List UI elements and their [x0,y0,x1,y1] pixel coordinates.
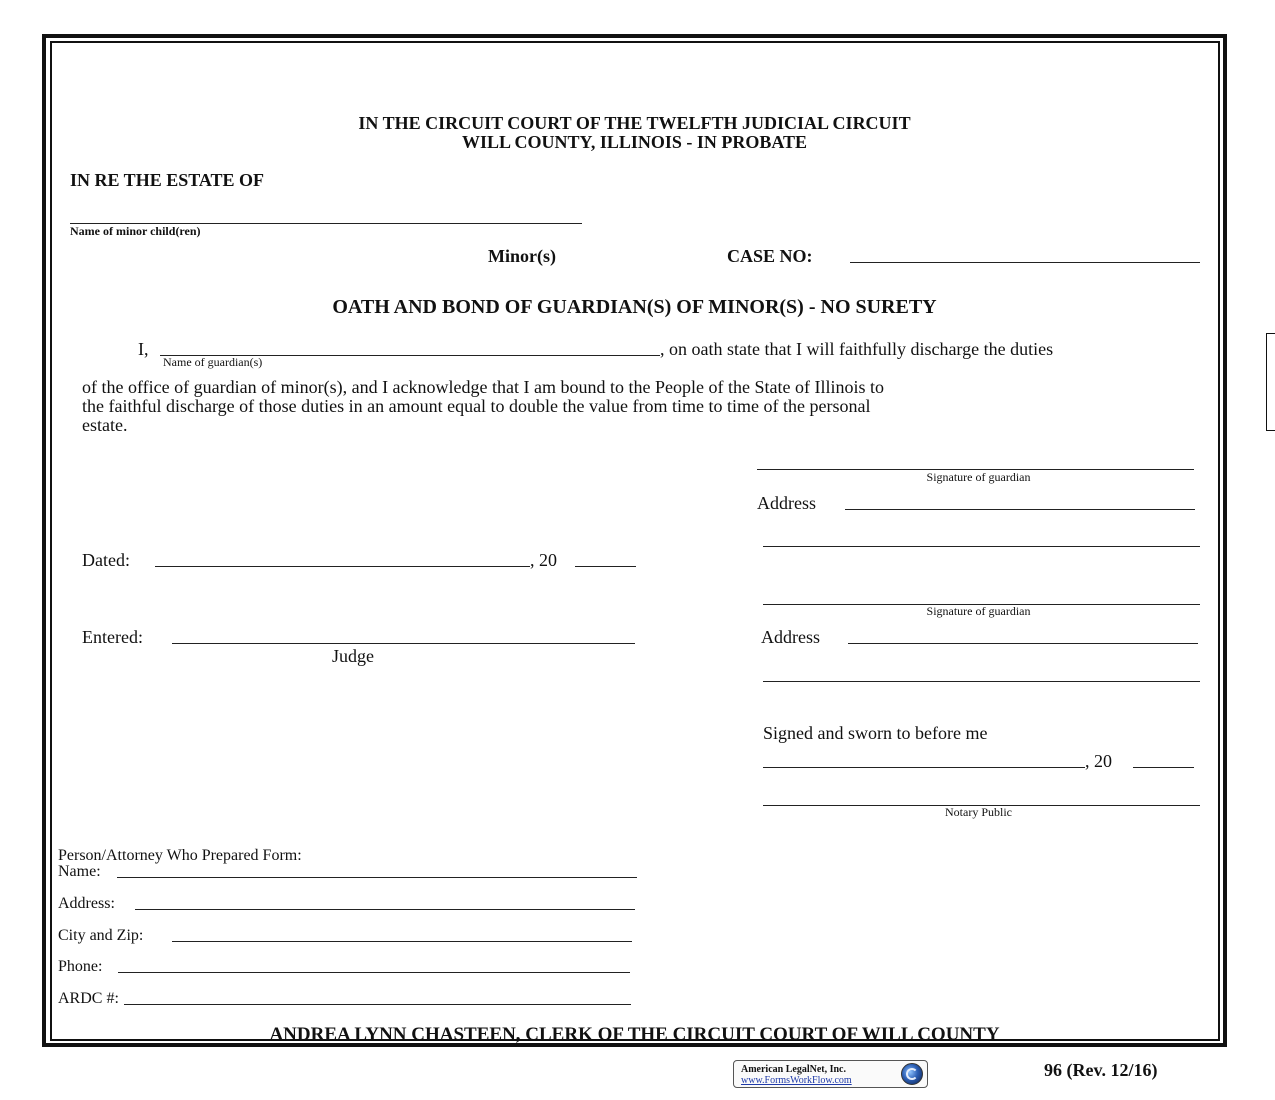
preparer-phone-label: Phone: [58,958,103,975]
minor-name-caption: Name of minor child(ren) [70,224,201,238]
oath-line3: the faithful discharge of those duties in an amount equal to double the value from time to time of the personal [82,396,871,416]
oath-line2: of the office of guardian of minor(s), and I acknowledge that I am bound to the People of the State of Illinois to [82,377,884,397]
court-heading-line1: IN THE CIRCUIT COURT OF THE TWELFTH JUDICIAL CIRCUIT [358,113,911,133]
judge-caption: Judge [332,646,374,666]
preparer-city-zip-label: City and Zip: [58,927,144,944]
badge-company: American LegalNet, Inc. [741,1064,846,1075]
american-legalnet-badge[interactable] [733,1060,928,1088]
preparer-name-label: Name: [58,863,101,880]
globe-logo-icon [901,1063,923,1085]
oath-line4: estate. [82,415,128,435]
guardian-name-caption: Name of guardian(s) [163,355,263,369]
sworn-year-prefix: , 20 [1085,751,1112,771]
dated-year-prefix: , 20 [530,550,557,570]
address-label-1: Address [757,493,816,513]
clerk-footer: ANDREA LYNN CHASTEEN, CLERK OF THE CIRCUIT COURT OF WILL COUNTY [269,1024,1000,1045]
guardian-signature-caption-1: Signature of guardian [926,470,1031,484]
court-heading-line2: WILL COUNTY, ILLINOIS - IN PROBATE [461,132,808,152]
notary-caption: Notary Public [945,805,1012,819]
dated-field[interactable] [155,566,530,567]
page-border-inner [50,41,1220,1041]
preparer-ardc-label: ARDC #: [58,990,119,1007]
preparer-city-zip-field[interactable] [172,941,632,942]
preparer-name-field[interactable] [117,877,637,878]
address-field-2a[interactable] [848,643,1198,644]
case-no-label: CASE NO: [727,246,813,266]
preparer-address-label: Address: [58,895,115,912]
entered-label: Entered: [82,627,143,647]
minors-label: Minor(s) [488,246,556,266]
address-field-1b[interactable] [763,546,1200,547]
preparer-address-field[interactable] [135,909,635,910]
margin-bracket [1266,333,1275,431]
dated-label: Dated: [82,550,130,570]
address-label-2: Address [761,627,820,647]
guardian-signature-caption-2: Signature of guardian [926,604,1031,618]
estate-of-label: IN RE THE ESTATE OF [70,170,265,190]
oath-line1: , on oath state that I will faithfully discharge the duties [660,339,1054,359]
preparer-heading: Person/Attorney Who Prepared Form: [58,847,302,864]
preparer-phone-field[interactable] [118,972,630,973]
form-number: 96 (Rev. 12/16) [1044,1060,1158,1080]
oath-prefix: I, [138,339,149,359]
form-title: OATH AND BOND OF GUARDIAN(S) OF MINOR(S) - NO SURETY [332,296,937,318]
sworn-year-field[interactable] [1133,767,1194,768]
case-number-field[interactable] [850,262,1200,263]
sworn-text: Signed and sworn to before me [763,723,988,743]
sworn-date-field[interactable] [763,767,1085,768]
preparer-ardc-field[interactable] [124,1004,631,1005]
badge-url[interactable]: www.FormsWorkFlow.com [741,1075,852,1086]
address-field-1a[interactable] [845,509,1195,510]
dated-year-field[interactable] [575,566,636,567]
judge-signature-field[interactable] [172,643,635,644]
address-field-2b[interactable] [763,681,1200,682]
